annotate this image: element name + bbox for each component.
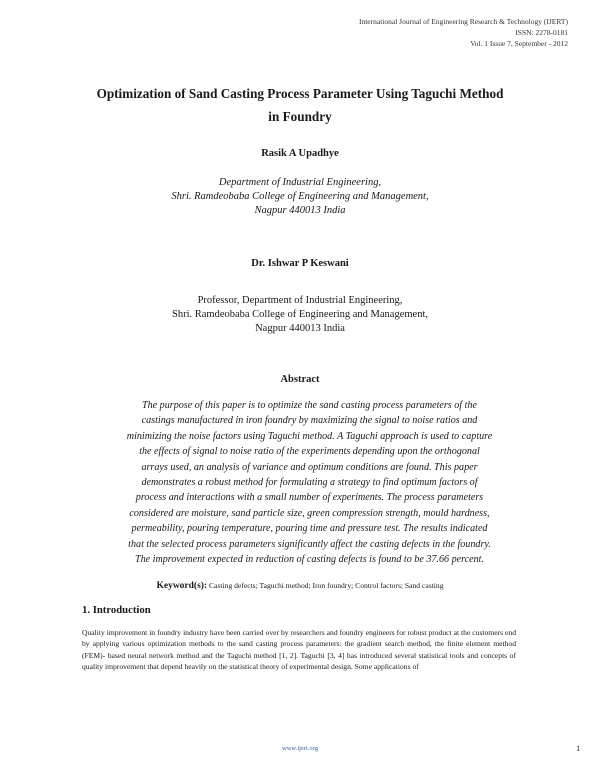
author-1-affiliation	[0, 176, 600, 218]
abstract-line: permeability, pouring temperature, pouring time and pressure test. The results indicated	[131, 523, 488, 535]
author-2-college: Shri. Ramdeobaba College of Engineering and Management,	[171, 309, 428, 320]
keywords-label: Keyword(s):	[156, 581, 208, 591]
issn: ISSN: 2278-0181	[515, 28, 568, 37]
abstract-line: that the selected process parameters significantly affect the casting defects in the foundry.	[128, 538, 491, 550]
author-1-city: Nagpur 440013 India	[254, 205, 346, 216]
section-heading-introduction: 1. Introduction	[82, 604, 151, 616]
author-2-name: Dr. Ishwar P Keswani	[251, 258, 349, 269]
abstract-line: arrays used, an analysis of variance and optimum conditions are found. This paper	[141, 461, 478, 473]
keywords	[0, 581, 600, 591]
introduction-paragraph: Quality improvement in foundry industry have been carried over by researchers and foundry engineers for robust product at the customers end by applying various optimization methods to the sand casting process parameters: the gradient search method, the finite element method (FEM)- based neural network method and the Taguchi method [1, 2]. Taguchi [3, 4] has introduced several statistical tools and concepts of quality improvement that depend heavily on the statistical theory of experimental design. Some applications of	[82, 628, 516, 672]
abstract-line: castings manufactured in iron foundry by maximizing the signal to noise ratios and	[141, 415, 478, 427]
author-2-city: Nagpur 440013 India	[255, 323, 345, 334]
abstract-line: minimizing the noise factors using Taguchi method. A Taguchi approach is used to capture	[126, 430, 493, 442]
paper-title	[60, 82, 540, 128]
author-1-dept: Department of Industrial Engineering,	[218, 177, 382, 188]
abstract-heading: Abstract	[280, 374, 320, 385]
title-line-1: Optimization of Sand Casting Process Parameter Using Taguchi Method	[96, 86, 504, 101]
author-2-affiliation	[0, 294, 600, 336]
author-2-dept: Professor, Department of Industrial Engineering,	[197, 295, 403, 306]
abstract-line: considered are moisture, sand particle size, green compression strength, mould hardness,	[129, 507, 490, 519]
abstract-line: The improvement expected in reduction of casting defects is found to be 37.66 percent.	[135, 554, 484, 566]
author-1-name: Rasik A Upadhye	[261, 148, 339, 159]
title-line-2: in Foundry	[268, 109, 332, 124]
footer-url-link[interactable]: www.ijert.org	[282, 745, 318, 752]
abstract-line: demonstrates a robust method for formulating a strategy to find optimum factors of	[141, 477, 478, 489]
abstract-line: the effects of signal to noise ratio of the experiments depending upon the orthogonal	[139, 446, 480, 458]
page-number: 1	[576, 743, 581, 753]
author-1-college: Shri. Ramdeobaba College of Engineering and Management,	[171, 191, 429, 202]
abstract-line: The purpose of this paper is to optimize the sand casting process parameters of the	[142, 400, 477, 411]
abstract-body	[96, 398, 523, 567]
abstract-line: process and interactions with a small number of experiments. The process parameters	[135, 492, 484, 504]
keywords-text: Casting defects; Taguchi method; Iron foundry; Control factors; Sand casting	[209, 581, 444, 590]
volume-issue: Vol. 1 Issue 7, September - 2012	[470, 39, 568, 48]
journal-name: International Journal of Engineering Research & Technology (IJERT)	[358, 17, 568, 26]
running-header	[359, 16, 568, 49]
